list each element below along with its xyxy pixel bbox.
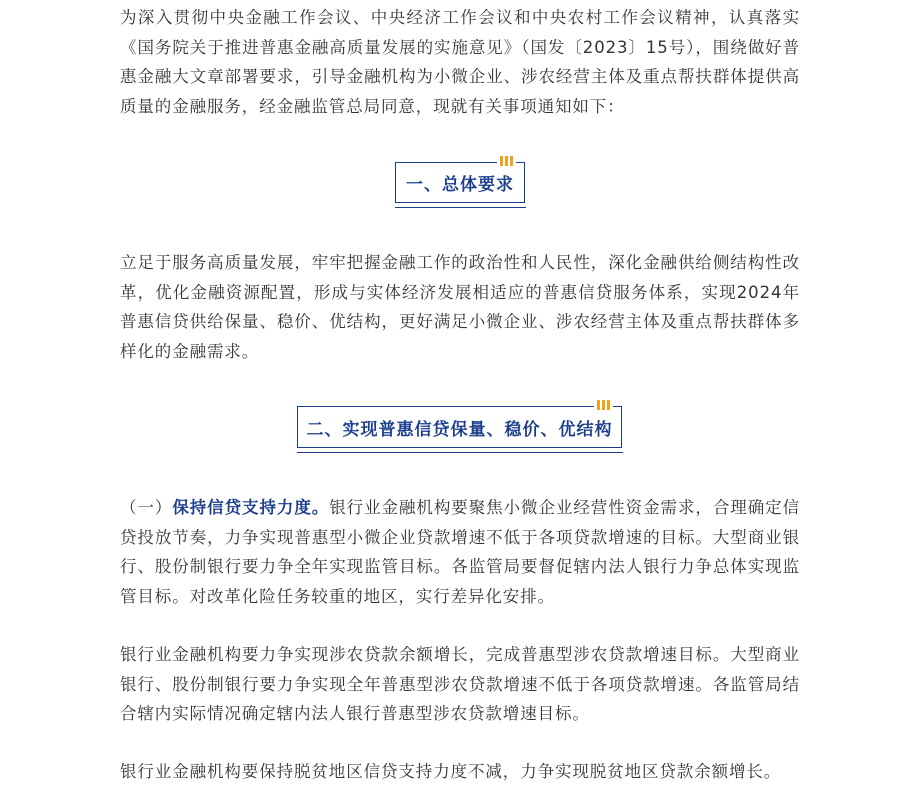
section-heading-2-text: 二、实现普惠信贷保量、稳价、优结构: [306, 419, 613, 440]
section-heading-1-text: 一、总体要求: [406, 175, 514, 195]
poverty-area-paragraph: 银行业金融机构要保持脱贫地区信贷支持力度不减，力争实现脱贫地区贷款余额增长。: [120, 762, 782, 781]
item-1-paragraph: [120, 493, 800, 611]
intro-paragraph: 为深入贯彻中央金融工作会议、中央经济工作会议和中央农村工作会议精神，认真落实《国务院关于推进普惠金融高质量发展的实施意见》（国发〔2023〕15号），围绕做好普惠金融大文章部署要求，引导金融机构为小微企业、涉农经营主体及重点帮扶群体提供高质量的金融服务，经金融监管总局同意，现就有关事项通知如下：: [120, 8, 800, 116]
general-requirements-paragraph: 立足于服务高质量发展，牢牢把握金融工作的政治性和人民性，深化金融供给侧结构性改革，优化金融资源配置，形成与实体经济发展相适应的普惠信贷服务体系，实现2024年普惠信贷供给保量、稳价、优结构，更好满足小微企业、涉农经营主体及重点帮扶群体多样化的金融需求。: [120, 253, 800, 361]
item-1-title: 保持信贷支持力度。: [172, 498, 330, 517]
heading-2-accent-bars-icon: [594, 400, 613, 410]
heading-1-accent-bars-icon: [497, 156, 516, 166]
item-1-body: 银行业金融机构要聚焦小微企业经营性资金需求，合理确定信贷投放节奏，力争实现普惠型小微企业贷款增速不低于各项贷款增速的目标。大型商业银行、股份制银行要力争全年实现监管目标。各监管局要督促辖内法人银行力争总体实现监管目标。对改革化险任务较重的地区，实行差异化安排。: [120, 498, 800, 606]
item-1-prefix: （一）: [120, 498, 173, 517]
section-heading-1: [395, 162, 525, 203]
agri-loans-paragraph: 银行业金融机构要力争实现涉农贷款余额增长，完成普惠型涉农贷款增速目标。大型商业银行、股份制银行要力争实现全年普惠型涉农贷款增速不低于各项贷款增速。各监管局结合辖内实际情况确定辖内法人银行普惠型涉农贷款增速目标。: [120, 645, 800, 723]
section-heading-2: [297, 406, 622, 448]
